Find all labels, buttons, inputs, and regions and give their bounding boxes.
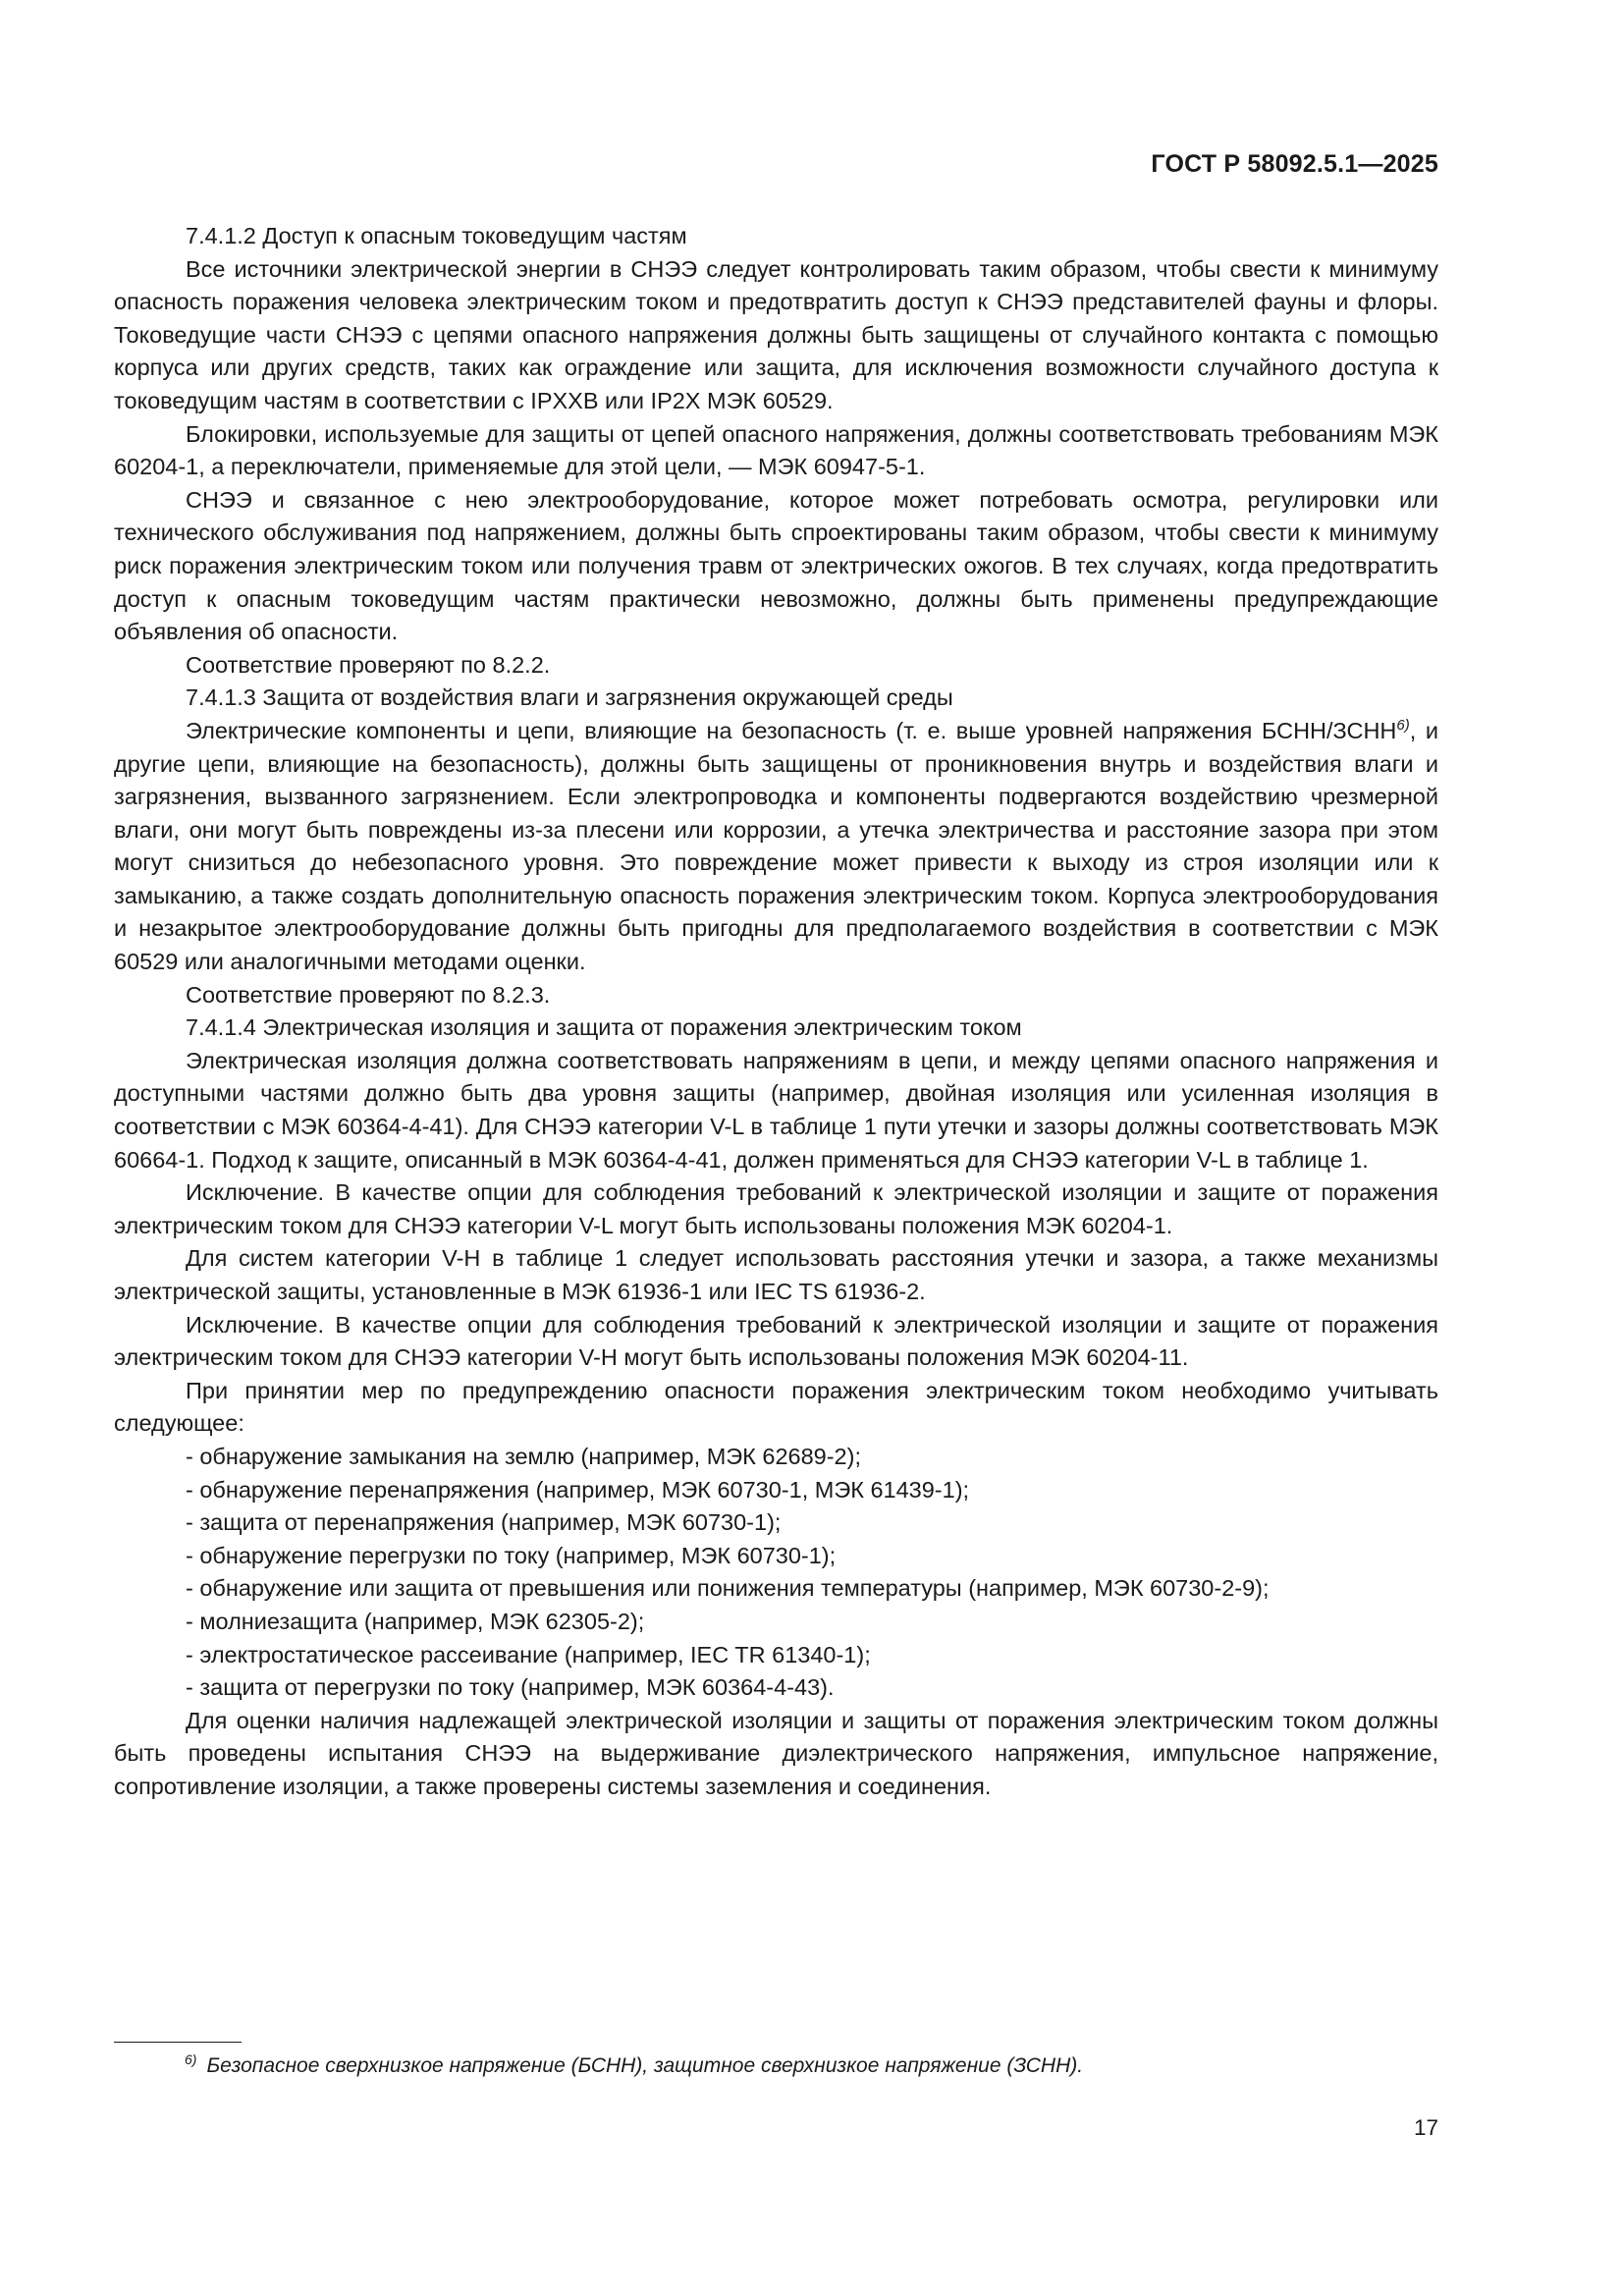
section-heading-7-4-1-2: 7.4.1.2 Доступ к опасным токоведущим частям	[186, 223, 687, 248]
footnote-mark: 6)	[185, 2051, 197, 2067]
page-number: 17	[1413, 2115, 1438, 2140]
paragraph: Для систем категории V-H в таблице 1 следует использовать расстояния утечки и зазора, а также механизмы электрической защиты, установленные в МЭК 61936-1 или IEC TS 61936-2.	[114, 1245, 1438, 1304]
footnote-separator	[114, 2042, 242, 2043]
paragraph: При принятии мер по предупреждению опасности поражения электрическим током необходимо учитывать следующее:	[114, 1377, 1438, 1437]
paragraph: Электрическая изоляция должна соответствовать напряжениям в цепи, и между цепями опасного напряжения и доступными частями должно быть два уровня защиты (например, двойная изоляция или усиленная изоляция в соответствии с МЭК 60364-4-41). Для СНЭЭ категории V-L в таблице 1 пути утечки и зазоры должны соответствовать МЭК 60664-1. Подход к защите, описанный в МЭК 60364-4-41, должен применяться для СНЭЭ категории V-L в таблице 1.	[114, 1047, 1438, 1173]
section-heading-7-4-1-4: 7.4.1.4 Электрическая изоляция и защита от поражения электрическим током	[186, 1014, 1022, 1041]
list-item: - защита от перегрузки по току (например, МЭК 60364-4-43).	[186, 1674, 835, 1701]
list-item: - молниезащита (например, МЭК 62305-2);	[186, 1608, 645, 1634]
list-item: - защита от перенапряжения (например, МЭК 60730-1);	[186, 1509, 782, 1536]
section-heading-7-4-1-3: 7.4.1.3 Защита от воздействия влаги и загрязнения окружающей среды	[186, 684, 953, 711]
body-text	[114, 220, 1438, 1804]
list-item: - обнаружение замыкания на землю (например, МЭК 62689-2);	[186, 1443, 861, 1469]
exception-paragraph: Исключение. В качестве опции для соблюдения требований к электрической изоляции и защите от поражения электрическим током для СНЭЭ категории V-L могут быть использованы положения МЭК 60204-1.	[114, 1179, 1438, 1238]
exception-paragraph: Исключение. В качестве опции для соблюдения требований к электрической изоляции и защите от поражения электрическим током для СНЭЭ категории V-H могут быть использованы положения МЭК 60204-11.	[114, 1311, 1438, 1371]
document-id-header: ГОСТ Р 58092.5.1—2025	[1151, 150, 1438, 178]
paragraph: Для оценки наличия надлежащей электрической изоляции и защиты от поражения электрическим током должны быть проведены испытания СНЭЭ на выдерживание диэлектрического напряжения, импульсное напряжение, сопротивление изоляции, а также проверены системы заземления и соединения.	[114, 1707, 1438, 1799]
compliance-note: Соответствие проверяют по 8.2.3.	[186, 981, 551, 1008]
list-item: - электростатическое рассеивание (например, IEC TR 61340-1);	[186, 1641, 871, 1667]
paragraph-moisture	[114, 715, 1438, 979]
list-item: - обнаружение перегрузки по току (например, МЭК 60730-1);	[186, 1542, 837, 1568]
paragraph: Блокировки, используемые для защиты от цепей опасного напряжения, должны соответствовать требованиям МЭК 60204-1, а переключатели, применяемые для этой цели, — МЭК 60947-5-1.	[114, 420, 1438, 480]
footnote-reference: 6)	[1396, 716, 1410, 734]
paragraph: СНЭЭ и связанное с нею электрооборудование, которое может потребовать осмотра, регулировки или технического обслуживания под напряжением, должны быть спроектированы таким образом, чтобы свести к минимуму риск поражения электрическим током или получения травм от электрических ожогов. В тех случаях, когда предотвратить доступ к опасным токоведущим частям практически невозможно, должны быть применены предупреждающие объявления об опасности.	[114, 486, 1438, 645]
paragraph-text: , и другие цепи, влияющие на безопасность), должны быть защищены от проникновения внутрь и воздействия влаги и загрязнения, вызванного загрязнением. Если электропроводка и компоненты подвергаются воздействию чрезмерной влаги, они могут быть повреждены из-за плесени или коррозии, а утечка электричества и расстояние зазора при этом могут снизиться до небезопасного уровня. Это повреждение может привести к выходу из строя изоляции или к замыканию, а также создать дополнительную опасность поражения электрическим током. Корпуса электрооборудования и незакрытое электрооборудование должны быть пригодны для предполагаемого воздействия в соответствии с МЭК 60529 или аналогичными методами оценки.	[114, 717, 1438, 975]
compliance-note: Соответствие проверяют по 8.2.2.	[186, 651, 551, 678]
list-item: - обнаружение перенапряжения (например, МЭК 60730-1, МЭК 61439-1);	[186, 1476, 970, 1503]
paragraph-text: Электрические компоненты и цепи, влияющие на безопасность (т. е. выше уровней напряжения БСНН/ЗСНН	[186, 717, 1397, 743]
list-item: - обнаружение или защита от превышения или понижения температуры (например, МЭК 60730-2-9);	[186, 1575, 1270, 1602]
footnote	[114, 2051, 1438, 2081]
footnote-text: Безопасное сверхнизкое напряжение (БСНН), защитное сверхнизкое напряжение (ЗСНН).	[206, 2054, 1084, 2077]
paragraph: Все источники электрической энергии в СНЭЭ следует контролировать таким образом, чтобы свести к минимуму опасность поражения человека электрическим током и предотвратить доступ к СНЭЭ представителей фауны и флоры. Токоведущие части СНЭЭ с цепями опасного напряжения должны быть защищены от случайного контакта с помощью корпуса или других средств, таких как ограждение или защита, для исключения возможности случайного доступа к токоведущим частям в соответствии с IPXXB или IP2X МЭК 60529.	[114, 255, 1438, 413]
